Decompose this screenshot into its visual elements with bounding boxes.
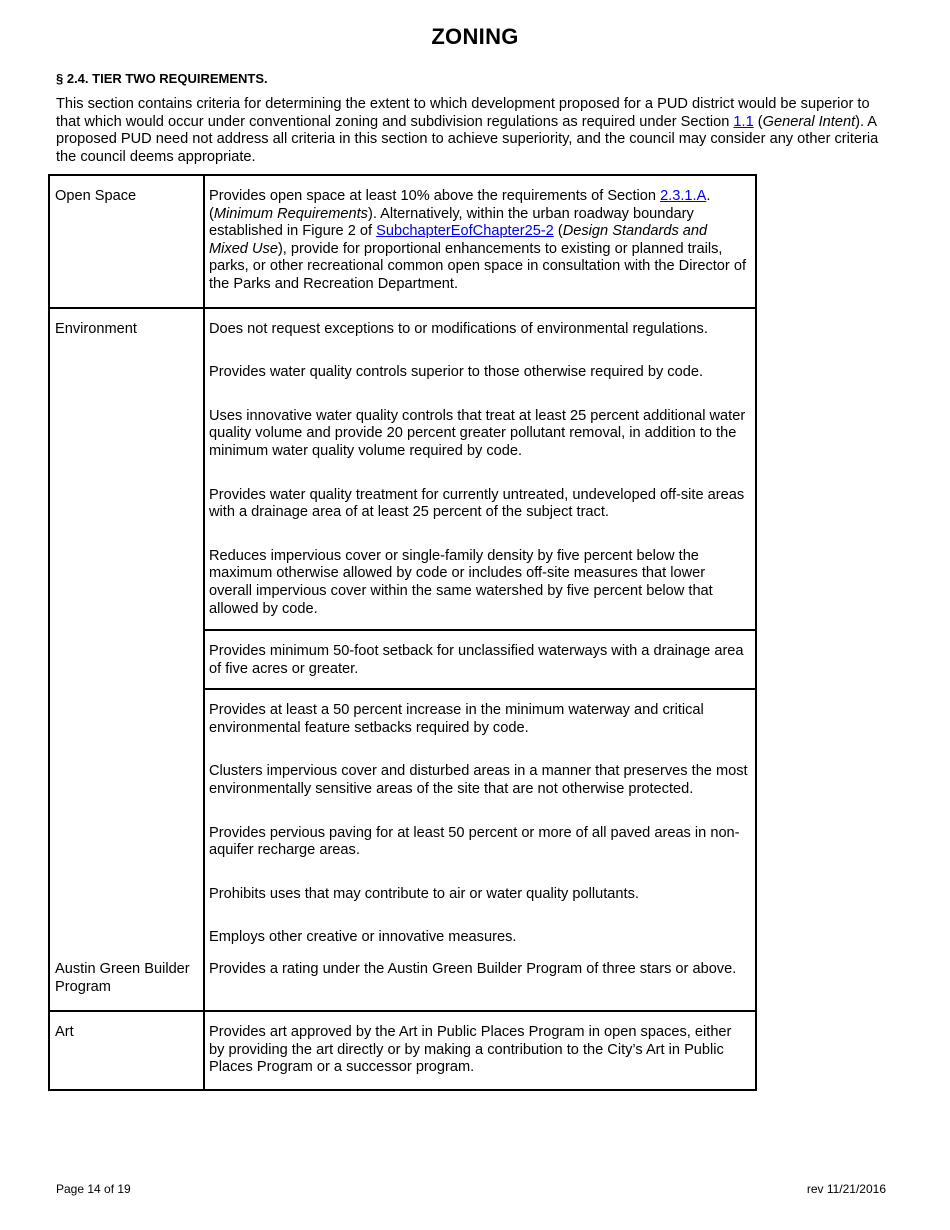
criterion-segment: Provides open space at least 10% above the requirements of Section [209,188,661,204]
criterion-italic: Design Standards and Mixed Use [209,223,708,257]
criterion-text: Reduces impervious cover or single-family density by five percent below the maximum otherwise allowed by code or includes off-site measures that lower overall impervious cover within the same watershed by five percent below that allowed by code. [209,547,713,617]
table-row [49,689,756,751]
table-row [49,630,756,689]
criterion-segment: . ( [209,188,711,222]
criterion-text: Provides water quality treatment for currently untreated, undeveloped off-site areas with a drainage area of at least 25 percent of the subject tract. [209,486,745,521]
criterion-text: Prohibits uses that may contribute to air or water quality pollutants. [209,885,639,902]
table-row-art [49,1011,756,1090]
criterion-segment: ( [553,223,563,240]
criterion-text: Provides at least a 50 percent increase in the minimum waterway and critical environmental feature setbacks required by code. [209,702,704,736]
criterion-text [209,176,749,307]
intro-paragraph [56,96,886,166]
section-heading: § 2.4. TIER TWO REQUIREMENTS. [56,71,268,86]
intro-text: ( [753,113,763,130]
page-title: ZONING [431,24,519,49]
category-label: Art [55,1024,74,1041]
category-label: Environment [55,320,137,337]
table-row [49,874,756,918]
criterion-text: Provides a rating under the Austin Green Builder Program of three stars or above. [209,961,737,978]
intro-text: ). A proposed PUD need not address all criteria in this section to achieve superiority, and the council may consider any other criteria the council deems appropriate. [56,113,879,165]
category-label: Open Space [55,188,137,204]
criteria-table [48,174,757,1091]
table-row [49,917,756,961]
table-row [49,751,756,812]
criterion-segment: ). Alternatively, within the urban roadway boundary established in Figure 2 of [209,205,694,240]
criterion-text: Provides minimum 50-foot setback for unclassified waterways with a drainage area of five acres or greater. [209,643,744,677]
table-row-green-builder [49,961,756,1011]
criterion-segment: ), provide for proportional enhancements to existing or planned trails, parks, or other recreational common open space in consultation with the Director of the Parks and Recreation Department. [209,240,746,292]
subchapter-e-link[interactable]: SubchapterEofChapter25-2 [376,223,554,240]
criterion-italic: Minimum Requirements [213,205,368,222]
page-number: Page 14 of 19 [56,1182,131,1196]
criterion-text: Does not request exceptions to or modifications of environmental regulations. [209,320,708,337]
table-row-open-space [49,175,756,308]
criterion-text: Uses innovative water quality controls that treat at least 25 percent additional water quality volume and provide 20 percent greater pollutant removal, in addition to the minimum water quality volume required by code. [209,407,746,459]
section-2-3-1-a-link[interactable]: 2.3.1.A [660,188,707,204]
category-label: Austin Green Builder Program [55,961,190,995]
criterion-text: Provides art approved by the Art in Public Places Program in open spaces, either by providing the art directly or by making a contribution to the City’s Art in Public Places Program or a successor program. [209,1024,732,1076]
intro-italic: General Intent [762,113,856,130]
criterion-text: Provides pervious paving for at least 50 percent or more of all paved areas in non-aquifer recharge areas. [209,824,740,859]
table-row [49,813,756,874]
intro-text: This section contains criteria for determining the extent to which development proposed for a PUD district would be superior to that which would occur under conventional zoning and subdivision regulations as required under Section [56,96,870,130]
revision-date: rev 11/21/2016 [806,1182,886,1196]
table-row-environment [49,308,756,353]
criterion-text: Clusters impervious cover and disturbed areas in a manner that preserves the most environmentally sensitive areas of the site that are not otherwise protected. [209,763,748,798]
section-1-1-link[interactable]: 1.1 [733,113,754,130]
criterion-text: Employs other creative or innovative measures. [209,929,517,946]
criterion-text: Provides water quality controls superior to those otherwise required by code. [209,364,704,381]
